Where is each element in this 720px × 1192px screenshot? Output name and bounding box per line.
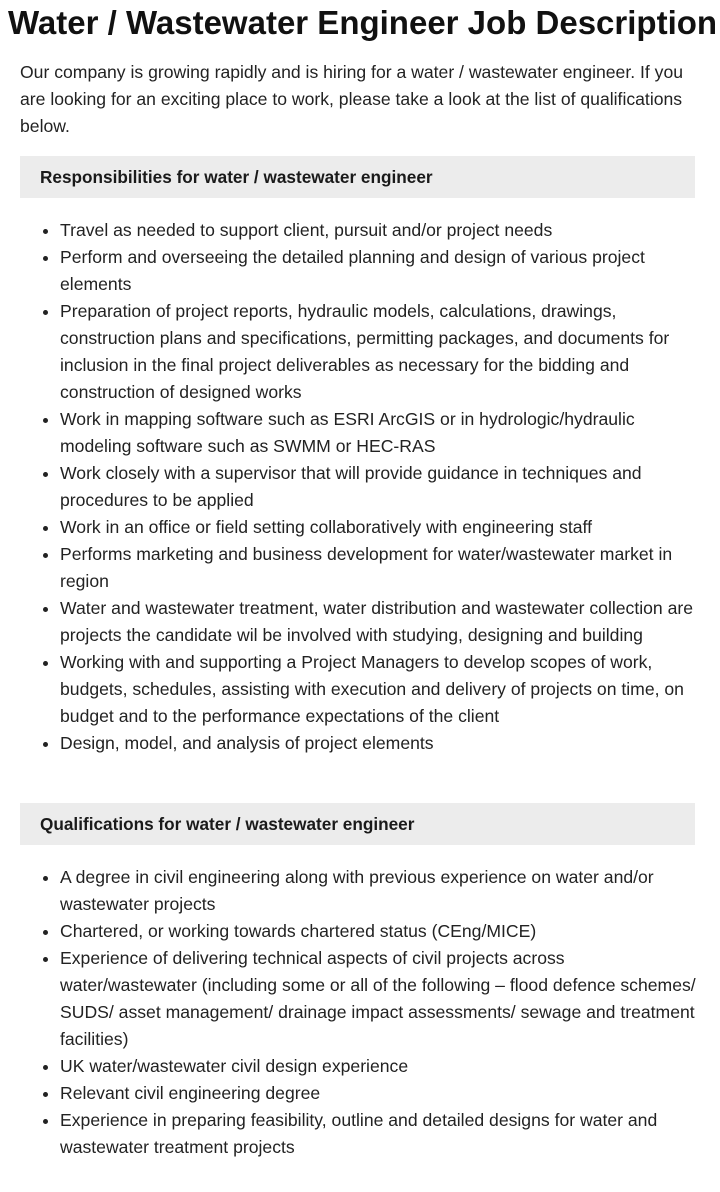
list-item: • Work in an office or field setting collaboratively with engineering staff <box>60 514 698 541</box>
list-item: • UK water/wastewater civil design experience <box>60 1053 698 1080</box>
list-item: • Working with and supporting a Project Managers to develop scopes of work, budgets, schedules, assisting with execution and delivery of projects on time, on budget and to the performance expectations of the client <box>60 649 698 730</box>
list-item: • A degree in civil engineering along with previous experience on water and/or wastewater projects <box>60 864 698 918</box>
list-item: • Perform and overseeing the detailed planning and design of various project elements <box>60 244 698 298</box>
list-item: • Travel as needed to support client, pursuit and/or project needs <box>60 217 698 244</box>
intro-paragraph: Our company is growing rapidly and is hiring for a water / wastewater engineer. If you are looking for an exciting place to work, please take a look at the list of qualifications below. <box>20 62 684 136</box>
list-item: • Work in mapping software such as ESRI ArcGIS or in hydrologic/hydraulic modeling software such as SWMM or HEC-RAS <box>60 406 698 460</box>
list-item: • Relevant civil engineering degree <box>60 1080 698 1107</box>
page-title: Water / Wastewater Engineer Job Description <box>8 4 718 41</box>
responsibilities-list <box>20 217 698 757</box>
list-item: • Chartered, or working towards chartered status (CEng/MICE) <box>60 918 698 945</box>
qualifications-list <box>20 864 698 1161</box>
list-item: • Experience in preparing feasibility, outline and detailed designs for water and wastewater treatment projects <box>60 1107 698 1161</box>
list-item: • Water and wastewater treatment, water distribution and wastewater collection are projects the candidate wil be involved with studying, designing and building <box>60 595 698 649</box>
list-item: • Performs marketing and business development for water/wastewater market in region <box>60 541 698 595</box>
list-item: • Preparation of project reports, hydraulic models, calculations, drawings, construction plans and specifications, permitting packages, and documents for inclusion in the final project deliverables as necessary for the bidding and construction of designed works <box>60 298 698 406</box>
qualifications-heading: Qualifications for water / wastewater engineer <box>20 803 695 845</box>
list-item: • Experience of delivering technical aspects of civil projects across water/wastewater (including some or all of the following – flood defence schemes/ SUDS/ asset management/ drainage impact assessments/ sewage and treatment facilities) <box>60 945 698 1053</box>
list-item: • Design, model, and analysis of project elements <box>60 730 698 757</box>
responsibilities-heading: Responsibilities for water / wastewater engineer <box>20 156 695 198</box>
list-item: • Work closely with a supervisor that will provide guidance in techniques and procedures to be applied <box>60 460 698 514</box>
